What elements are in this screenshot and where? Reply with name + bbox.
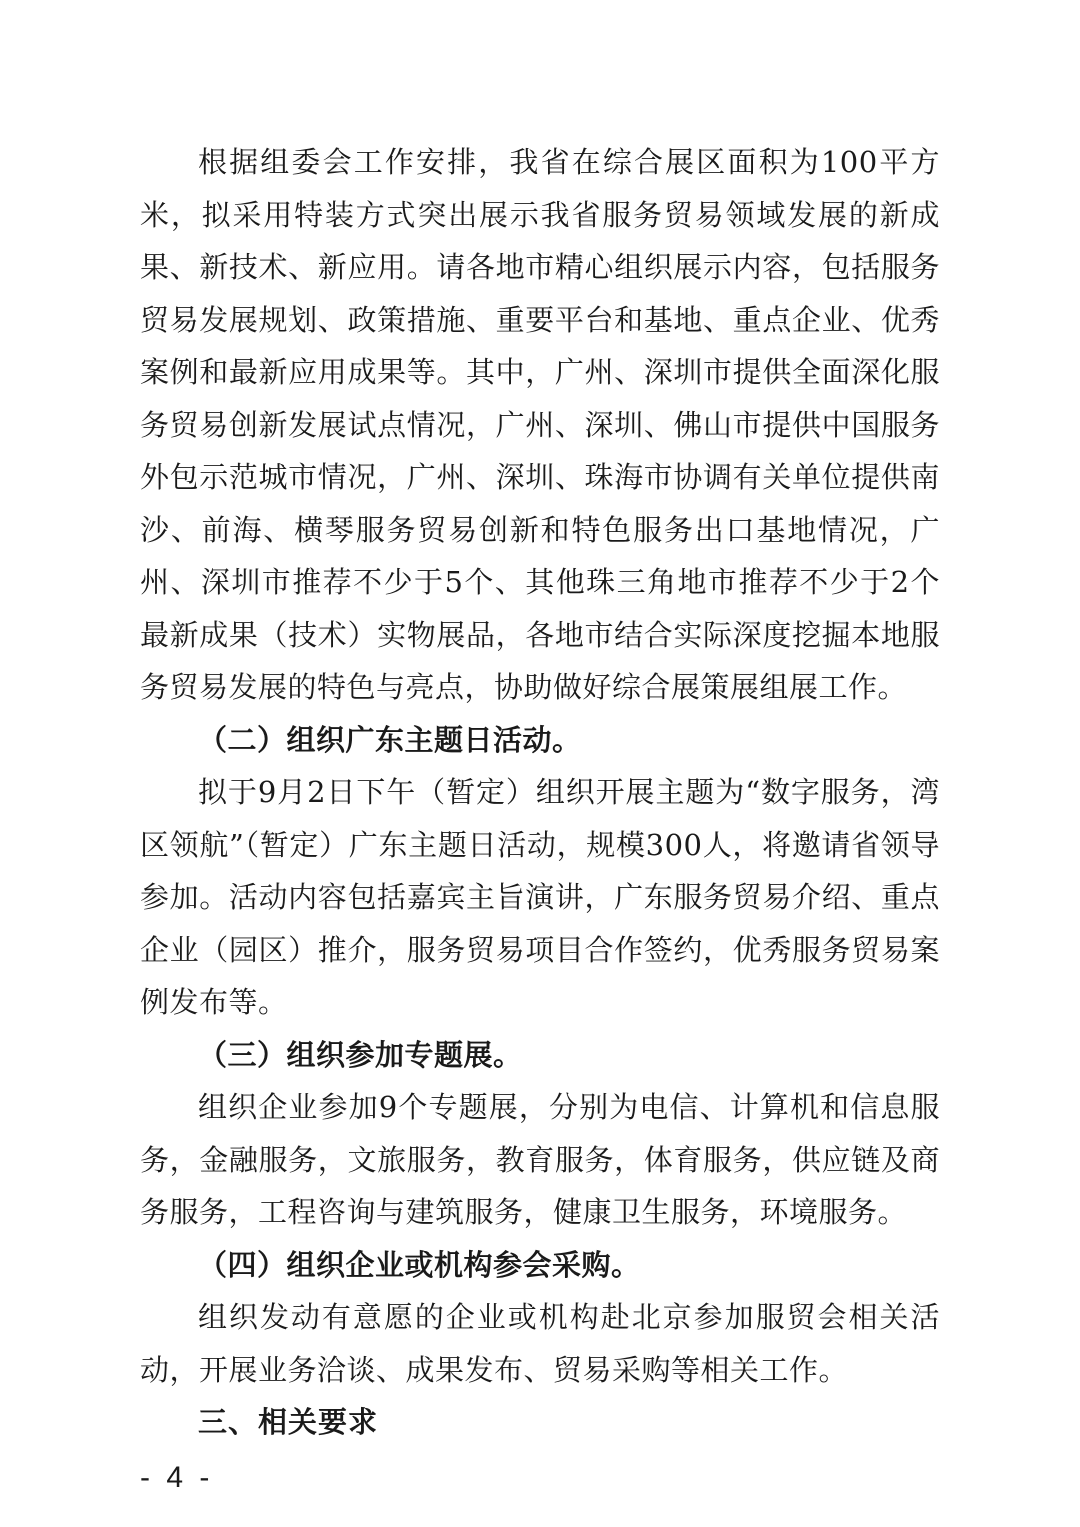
page-number: - 4 -: [140, 1461, 214, 1494]
paragraph-theme-day: 拟于9月2日下午（暂定）组织开展主题为“数字服务，湾区领航”（暂定）广东主题日活动，规模300人，将邀请省领导参加。活动内容包括嘉宾主旨演讲，广东服务贸易介绍、重点企业（园区）推介，服务贸易项目合作签约，优秀服务贸易案例发布等。: [140, 775, 940, 1019]
section-heading-requirements: 三、相关要求: [198, 1405, 379, 1439]
paragraph-procurement: 组织发动有意愿的企业或机构赴北京参加服贸会相关活动，开展业务洽谈、成果发布、贸易采购等相关工作。: [140, 1300, 940, 1387]
heading-procurement: （四）组织企业或机构参会采购。: [198, 1247, 641, 1282]
paragraph-special-exhibitions: 组织企业参加9个专题展，分别为电信、计算机和信息服务，金融服务，文旅服务，教育服务，体育服务，供应链及商务服务，工程咨询与建筑服务，健康卫生服务，环境服务。: [140, 1090, 940, 1229]
heading-special-exhibitions: （三）组织参加专题展。: [198, 1037, 523, 1072]
document-body: [140, 136, 940, 1449]
paragraph-exhibition-area: 根据组委会工作安排，我省在综合展区面积为100平方米，拟采用特装方式突出展示我省服务贸易领域发展的新成果、新技术、新应用。请各地市精心组织展示内容，包括服务贸易发展规划、政策措施、重要平台和基地、重点企业、优秀案例和最新应用成果等。其中，广州、深圳市提供全面深化服务贸易创新发展试点情况，广州、深圳、佛山市提供中国服务外包示范城市情况，广州、深圳、珠海市协调有关单位提供南沙、前海、横琴服务贸易创新和特色服务出口基地情况，广州、深圳市推荐不少于5个、其他珠三角地市推荐不少于2个最新成果（技术）实物展品，各地市结合实际深度挖掘本地服务贸易发展的特色与亮点，协助做好综合展策展组展工作。: [140, 145, 940, 704]
heading-guangdong-theme-day: （二）组织广东主题日活动。: [198, 722, 582, 757]
